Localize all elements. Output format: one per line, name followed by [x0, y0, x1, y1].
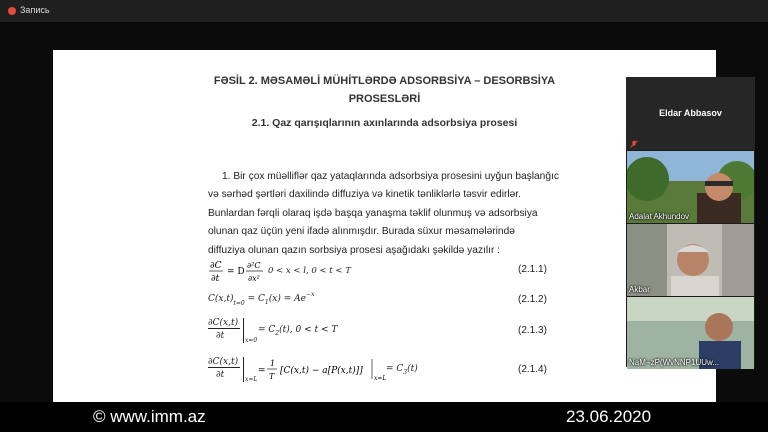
- eq-rhs: = C: [258, 325, 276, 335]
- eq-rhs: = C: [247, 294, 265, 304]
- equation-2-1-2: [208, 291, 314, 307]
- participant-tile[interactable]: [627, 297, 754, 369]
- eq-rhs-group: [386, 364, 418, 376]
- eq-rhs-sub: 2: [275, 330, 280, 337]
- equation-number: (2.1.4): [518, 364, 547, 375]
- paragraph-line: və sərhəd şərtləri daxilində diffuziya və kinetik tənliklərlə təsvir edirlər.: [208, 189, 521, 201]
- svg-text:[C(x,t) − a[P(x,t)]]: [C(x,t) − a[P(x,t)]]: [280, 366, 363, 376]
- eq-tail: (t): [407, 364, 418, 374]
- svg-text:= D: = D: [227, 267, 245, 277]
- equation-2-1-3: [208, 318, 408, 348]
- svg-text:∂²C: ∂²C: [247, 261, 261, 270]
- equation-graphic: [256, 357, 406, 385]
- eq-rhs-sub: 3: [403, 369, 408, 376]
- date-watermark: 23.06.2020: [566, 407, 652, 426]
- equation-number: (2.1.2): [518, 294, 547, 305]
- svg-text:x=L: x=L: [374, 375, 387, 382]
- equation-number: (2.1.1): [518, 264, 547, 275]
- participant-tile[interactable]: [627, 151, 754, 223]
- paragraph-line: Bunlardan fərqli olaraq işdə başqa yanaşma təklif olunmuş və adsorbsiya: [208, 207, 538, 219]
- paragraph-line: diffuziya olunan qazın sorbsiya prosesi aşağıdakı şəkildə yazılır :: [208, 244, 501, 256]
- site-watermark: © www.imm.az: [93, 407, 206, 426]
- chapter-title-line1: FƏSİL 2. MƏSAMƏLİ MÜHİTLƏRDƏ ADSORBSİYA – DESORBSİYA: [213, 75, 556, 87]
- paragraph-line: 1. Bir çox müəlliflər qaz yataqlarında adsorbsiya prosesini uyğun başlanğıc: [222, 171, 559, 182]
- svg-text:∂x²: ∂x²: [248, 274, 260, 283]
- equation-number: (2.1.3): [518, 325, 547, 336]
- equation-2-1-1: [208, 258, 368, 287]
- record-icon: [8, 7, 16, 15]
- slide-paragraph: [208, 168, 566, 260]
- eq-sup: −x: [305, 291, 315, 298]
- svg-text:=: =: [258, 366, 266, 376]
- participant-name: Adalat Akhundov: [629, 212, 690, 221]
- eq-sub: x=L: [245, 376, 258, 383]
- equation-2-1-4: [208, 357, 428, 387]
- recording-bar: [0, 0, 768, 22]
- svg-text:∂t: ∂t: [211, 274, 220, 284]
- svg-text:T: T: [269, 372, 275, 381]
- mic-off-icon: [630, 140, 638, 148]
- record-label: Запись: [20, 5, 50, 15]
- host-name: Eldar Abbasov: [659, 108, 722, 118]
- eq-sub: x=0: [245, 337, 258, 344]
- eq-den: ∂t: [216, 370, 225, 380]
- eq-num: ∂C(x,t): [208, 318, 239, 328]
- equation-condition: 0 < x < l, 0 < t < T: [268, 266, 351, 276]
- eq-lhs: C(x,t): [208, 294, 234, 304]
- eq-sub: t=0: [233, 300, 245, 307]
- chapter-title-line2: PROSESLƏRİ: [348, 93, 421, 105]
- eq-den: ∂t: [216, 331, 225, 341]
- svg-text:∂C: ∂C: [210, 261, 222, 271]
- participant-tile[interactable]: [627, 224, 754, 296]
- eq-num: ∂C(x,t): [208, 357, 239, 367]
- participant-name: Akbar: [629, 285, 650, 294]
- eq-rhs-sub: 1: [264, 299, 269, 306]
- host-tile[interactable]: [626, 77, 755, 150]
- section-title: 2.1. Qaz qarışıqlarının axınlarında adsorbsiya prosesi: [251, 117, 518, 129]
- eq-rhs-group: [258, 325, 337, 337]
- paragraph-line: olunan qaz üçün yeni ifadə alınmışdır. Burada süxur məsamələrində: [208, 226, 515, 238]
- eq-rhs: = C: [386, 364, 404, 374]
- participants-panel: [626, 77, 755, 367]
- footer-bar: [0, 402, 768, 432]
- eq-tail: (t), 0 < t < T: [279, 325, 338, 335]
- presentation-slide: [53, 50, 716, 402]
- svg-text:1: 1: [270, 359, 276, 368]
- eq-tail: (x) = Ae: [268, 294, 306, 304]
- participant-name: NaM−zP(WvNNP1UUw...: [629, 358, 720, 367]
